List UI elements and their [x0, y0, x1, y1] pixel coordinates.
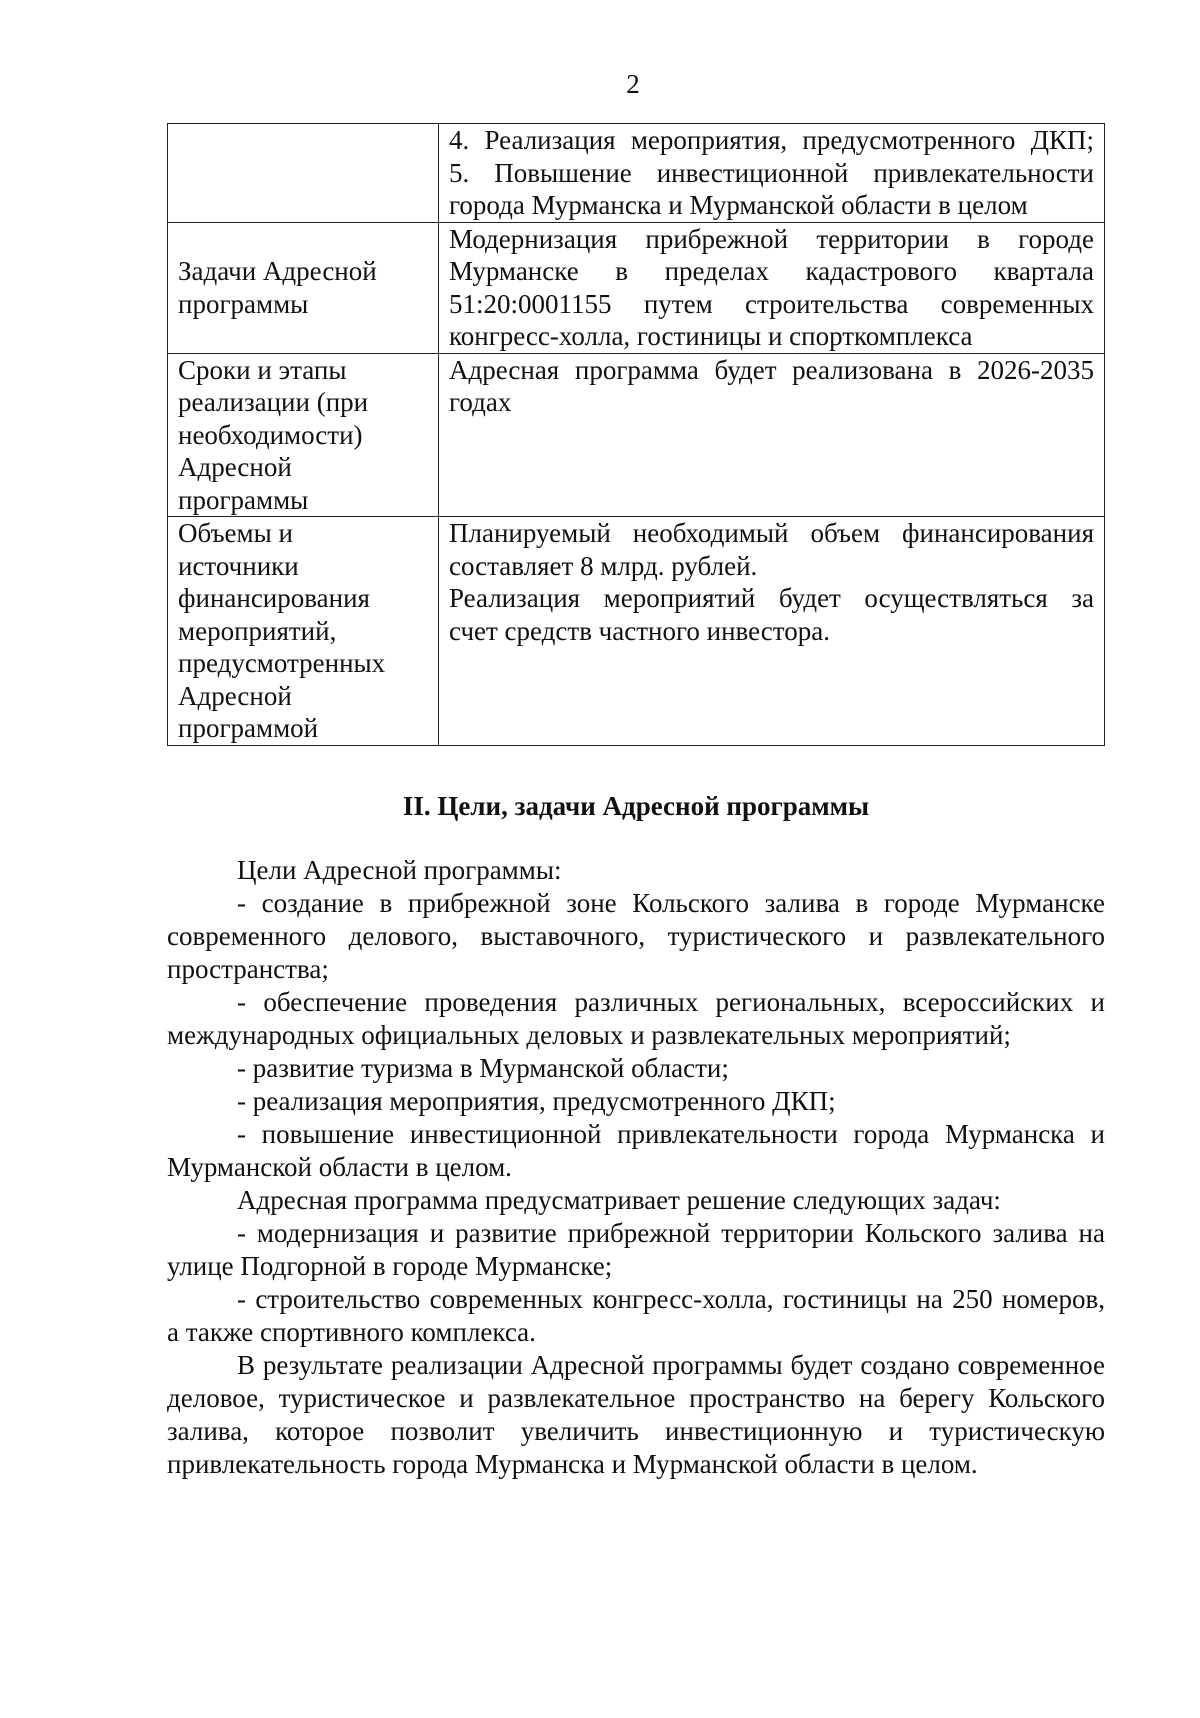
goal-item: - обеспечение проведения различных региональных, всероссийских и международных официальных деловых и развлекательных мероприятий; [167, 987, 1105, 1050]
table-text-line: Модернизация прибрежной территории в городе [449, 223, 1094, 254]
tasks-intro: Адресная программа предусматривает решение следующих задач: [237, 1185, 1001, 1215]
table-label-line: Адресной [178, 452, 292, 482]
table-text-line: 51:20:0001155 путем строительства современных [449, 288, 1094, 319]
goals-intro: Цели Адресной программы: [237, 855, 562, 885]
section-heading: II. Цели, задачи Адресной программы [402, 791, 870, 821]
table-text-line: Планируемый необходимый объем финансирования [449, 518, 1094, 548]
goal-item: - реализация мероприятия, предусмотренного ДКП; [237, 1086, 836, 1116]
table-cell-label [168, 517, 439, 746]
goal-item: - развитие туризма в Мурманской области; [237, 1053, 729, 1083]
table-label-line: Адресной [178, 680, 292, 711]
table-label-line: программы [178, 484, 309, 515]
table-label-line: источники [178, 550, 299, 581]
table-cell-label [168, 124, 439, 223]
table-text-line: 4. Реализация мероприятия, предусмотренного ДКП; [449, 125, 1094, 155]
table-cell-value [439, 353, 1105, 517]
table-cell-value [439, 517, 1105, 746]
table-text-line: города Мурманска и Мурманской области в целом [449, 190, 1028, 220]
table-label-line: необходимости) [178, 419, 363, 450]
table-label-line: реализации (при [178, 387, 369, 417]
table-text-line: счет средств частного инвестора. [449, 615, 830, 646]
table-text-line: Реализация мероприятий будет осуществляться за [449, 583, 1094, 613]
table-text-line: Мурманске в пределах кадастрового квартала [449, 256, 1094, 286]
table-cell-label [168, 353, 439, 517]
table-row [168, 353, 1105, 517]
table-cell-value [439, 222, 1105, 353]
page-number: 2 [626, 69, 640, 99]
table-row [168, 124, 1105, 223]
task-item: - строительство современных конгресс-холла, гостиницы на 250 номеров, а также спортивного комплекса. [167, 1284, 1105, 1347]
table-text-line: Адресная программа будет реализована в 2026-2035 [449, 354, 1094, 385]
table-label-line: Объемы и [178, 518, 293, 548]
table-label-line: мероприятий, [178, 615, 337, 646]
table-label-line: Задачи Адресной [178, 256, 377, 286]
table-label-line: программой [178, 713, 319, 743]
table-row [168, 517, 1105, 746]
program-passport-table [167, 123, 1105, 746]
table-label-line: финансирования [178, 583, 370, 613]
task-item: - модернизация и развитие прибрежной территории Кольского залива на улице Подгорной в городе Мурманске; [167, 1218, 1105, 1281]
table-text-line: 5. Повышение инвестиционной привлекательности [449, 157, 1094, 188]
table-label-line: предусмотренных [178, 648, 386, 678]
goal-item: - создание в прибрежной зоне Кольского залива в городе Мурманске современного делового, выставочного, туристического и развлекательного пространства; [167, 888, 1105, 984]
table-cell-value [439, 124, 1105, 223]
table-text-line: конгресс-холла, гостиницы и спорткомплекса [449, 321, 973, 351]
goal-item: - повышение инвестиционной привлекательности города Мурманска и Мурманской области в целом. [167, 1119, 1105, 1182]
result-paragraph: В результате реализации Адресной программы будет создано современное деловое, туристическое и развлекательное пространство на берегу Кольского залива, которое позволит увеличить инвестиционную и туристическую привлекательность города Мурманска и Мурманской области в целом. [167, 1350, 1105, 1479]
table-cell-label [168, 222, 439, 353]
section-body [167, 854, 1105, 1481]
table-label-line: программы [178, 288, 309, 319]
table-label-line: Сроки и этапы [178, 354, 347, 385]
table-text-line: годах [449, 387, 512, 417]
table-row [168, 222, 1105, 353]
table-text-line: составляет 8 млрд. рублей. [449, 550, 758, 581]
